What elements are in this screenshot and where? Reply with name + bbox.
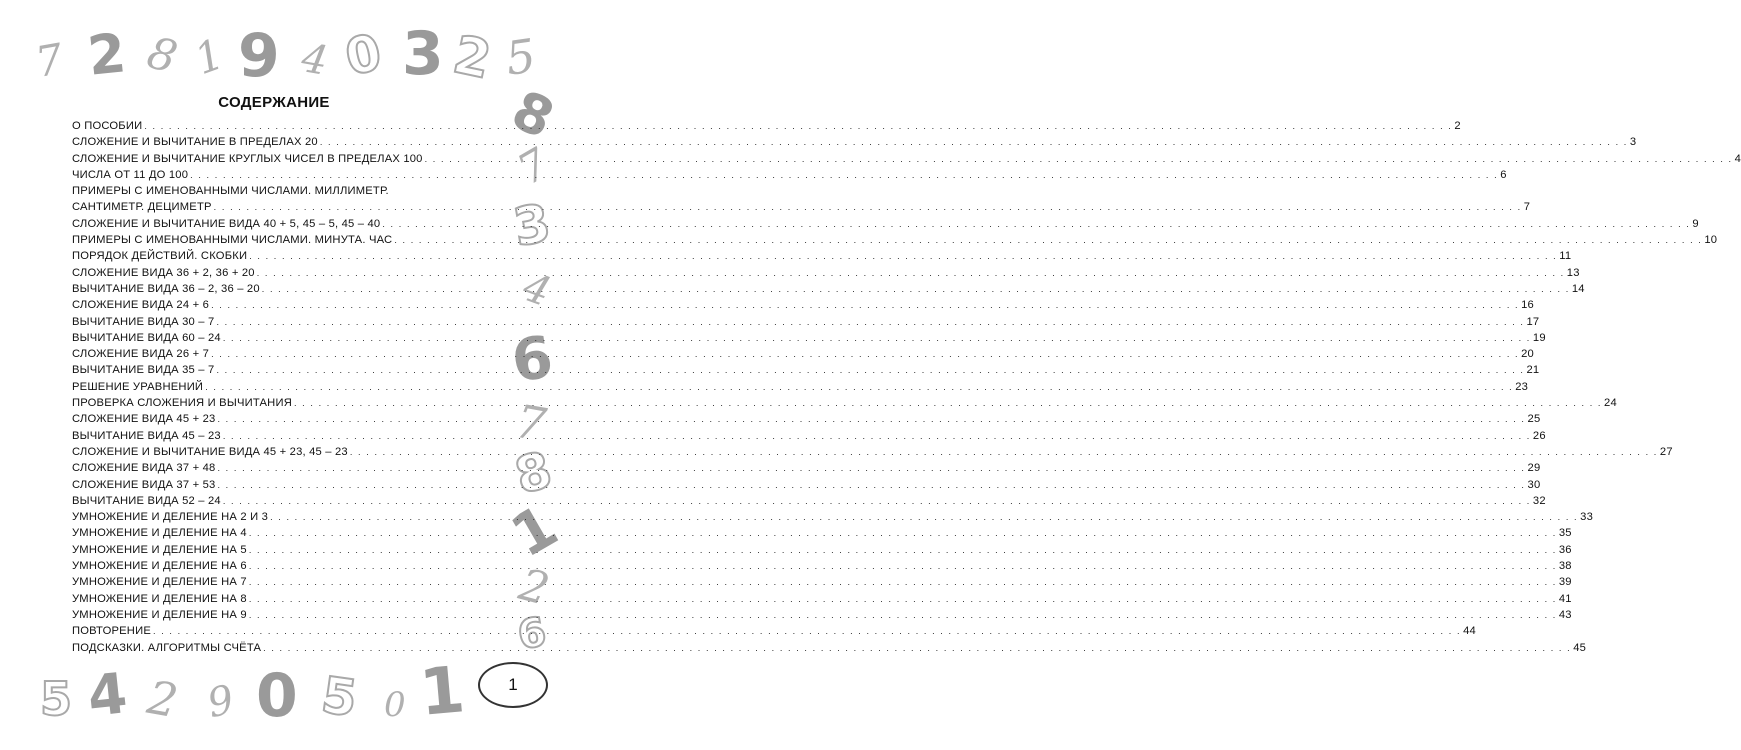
toc-leader-dots: . . . . . . . . . . . . . . . . . . . . . . . . . . . . . . . . . . . . . . . . . . . . . . . . . . . . . . . . . . . . . . . . . . . . . . . . . . . . . . . . . . . . . . . . . . . . . . . . . . . . . . . . . . . . . . . . . . . . . . . . . . . . . . . . . . . . . . . . . . . . . . . . . . . . . . . . . . . . . . . .: [211, 300, 1520, 311]
toc-entry: [72, 428, 1546, 444]
decor-digit: 4: [298, 35, 332, 85]
decor-digit: 1: [416, 653, 468, 731]
toc-entry-page: 38: [1558, 560, 1572, 573]
toc-leader-dots: . . . . . . . . . . . . . . . . . . . . . . . . . . . . . . . . . . . . . . . . . . . . . . . . . . . . . . . . . . . . . . . . . . . . . . . . . . . . . . . . . . . . . . . . . . . . . . . . . . . . . . . . . . . . . . . . . . . . . . . . . . . . . . . . . . . . . . . . . . . . . . . . . . . . . . . . . . . . . . . .: [248, 593, 1557, 604]
toc-line: [72, 574, 1572, 590]
toc-line: [72, 297, 1534, 313]
toc-entry-page: 24: [1604, 397, 1617, 410]
toc-entry: [72, 151, 1741, 167]
decor-digit: 9: [203, 676, 238, 728]
toc-line: [72, 395, 1617, 411]
toc-entry-title: СЛОЖЕНИЕ ВИДА 37 + 48: [72, 462, 216, 475]
decor-digit: 0: [340, 23, 387, 87]
decor-digit: 3: [509, 193, 556, 259]
toc-leader-dots: . . . . . . . . . . . . . . . . . . . . . . . . . . . . . . . . . . . . . . . . . . . . . . . . . . . . . . . . . . . . . . . . . . . . . . . . . . . . . . . . . . . . . . . . . . . . . . . . . . . . . . . . . . . . . . . . . . . . . . . . . . . . . . . . . . . . . . . . . . . . . . . . . . . . . . . . . . . . . . . .: [261, 283, 1570, 294]
toc-entry-page: 35: [1558, 527, 1572, 540]
toc-entry: [72, 118, 1461, 134]
toc-entry-page: 25: [1527, 413, 1541, 426]
decor-digit: 9: [238, 21, 280, 91]
toc-entry-page: 44: [1463, 625, 1476, 638]
toc-leader-dots: . . . . . . . . . . . . . . . . . . . . . . . . . . . . . . . . . . . . . . . . . . . . . . . . . . . . . . . . . . . . . . . . . . . . . . . . . . . . . . . . . . . . . . . . . . . . . . . . . . . . . . . . . . . . . . . . . . . . . . . . . . . . . . . . . . . . . . . . . . . . . . . . . . . . . . . . . . . . . . . .: [222, 495, 1531, 506]
toc-entry-title: СЛОЖЕНИЕ ВИДА 24 + 6: [72, 299, 210, 312]
decor-digit: 2: [448, 24, 497, 92]
decor-digit: 2: [514, 559, 555, 616]
toc-line: [72, 248, 1572, 264]
toc-entry: [72, 558, 1572, 574]
toc-entry-page: 45: [1573, 641, 1587, 654]
toc-line: [72, 591, 1572, 607]
toc-entry-page: 33: [1580, 511, 1593, 524]
decor-digit: 3: [402, 19, 444, 89]
toc-line: [72, 460, 1541, 476]
toc-entry-title: УМНОЖЕНИЕ И ДЕЛЕНИЕ НА 2 И 3: [72, 511, 269, 524]
decor-digit: 0: [256, 661, 298, 731]
toc-entry: [72, 314, 1540, 330]
toc-entry-title: УМНОЖЕНИЕ И ДЕЛЕНИЕ НА 4: [72, 527, 247, 540]
toc-entry-title: УМНОЖЕНИЕ И ДЕЛЕНИЕ НА 9: [72, 608, 247, 621]
toc-entry-page: 41: [1558, 592, 1572, 605]
decor-digit: 5: [318, 665, 361, 729]
toc-line: [72, 477, 1541, 493]
toc-entry-page: 14: [1571, 282, 1585, 295]
toc-entry-title: УМНОЖЕНИЕ И ДЕЛЕНИЕ НА 8: [72, 592, 247, 605]
toc-leader-dots: . . . . . . . . . . . . . . . . . . . . . . . . . . . . . . . . . . . . . . . . . . . . . . . . . . . . . . . . . . . . . . . . . . . . . . . . . . . . . . . . . . . . . . . . . . . . . . . . . . . . . . . . . . . . . . . . . . . . . . . . . . . . . . . . . . . . . . . . . . . . . . . . . . . . . . . . . . . . . . . .: [263, 642, 1572, 653]
toc-line: [72, 362, 1540, 378]
toc-entry: [72, 134, 1637, 150]
toc-entry-page: 39: [1558, 576, 1572, 589]
toc-entry-title: СЛОЖЕНИЕ ВИДА 45 + 23: [72, 413, 216, 426]
toc-leader-dots: . . . . . . . . . . . . . . . . . . . . . . . . . . . . . . . . . . . . . . . . . . . . . . . . . . . . . . . . . . . . . . . . . . . . . . . . . . . . . . . . . . . . . . . . . . . . . . . . . . . . . . . . . . . . . . . . . . . . . . . . . . . . . . . . . . . . . . . . . . . . . . . . . . . . . . . . . . . . . . . .: [424, 153, 1733, 164]
decor-digit: 1: [499, 491, 569, 571]
toc-leader-dots: . . . . . . . . . . . . . . . . . . . . . . . . . . . . . . . . . . . . . . . . . . . . . . . . . . . . . . . . . . . . . . . . . . . . . . . . . . . . . . . . . . . . . . . . . . . . . . . . . . . . . . . . . . . . . . . . . . . . . . . . . . . . . . . . . . . . . . . . . . . . . . . . . . . . . . . . . . . . . . . .: [248, 609, 1557, 620]
toc-entry-title: САНТИМЕТР. ДЕЦИМЕТР: [72, 201, 212, 214]
toc-entry-title: УМНОЖЕНИЕ И ДЕЛЕНИЕ НА 6: [72, 560, 247, 573]
toc-entry-page: 6: [1500, 168, 1507, 181]
toc-entry: [72, 167, 1507, 183]
toc-entry-title: ПОРЯДОК ДЕЙСТВИЙ. СКОБКИ: [72, 250, 248, 263]
decor-digit: 8: [502, 78, 564, 152]
toc-leader-dots: . . . . . . . . . . . . . . . . . . . . . . . . . . . . . . . . . . . . . . . . . . . . . . . . . . . . . . . . . . . . . . . . . . . . . . . . . . . . . . . . . . . . . . . . . . . . . . . . . . . . . . . . . . . . . . . . . . . . . . . . . . . . . . . . . . . . . . . . . . . . . . . . . . . . . . . . . . . . . . . .: [248, 561, 1557, 572]
toc-entry-page: 13: [1566, 266, 1580, 279]
toc-line: [72, 265, 1580, 281]
toc-entry-page: 36: [1558, 543, 1572, 556]
decor-digit: 5: [40, 672, 73, 726]
toc-entry: [72, 542, 1572, 558]
toc-entry-page: 3: [1629, 136, 1637, 149]
toc-line: [72, 640, 1587, 656]
toc-line: [72, 314, 1540, 330]
toc-entry: [72, 607, 1572, 623]
toc-entry: [72, 216, 1699, 232]
decor-digit: 6: [514, 608, 550, 660]
toc-entry-page: 43: [1558, 608, 1572, 621]
toc-entry: [72, 623, 1476, 639]
toc-leader-dots: . . . . . . . . . . . . . . . . . . . . . . . . . . . . . . . . . . . . . . . . . . . . . . . . . . . . . . . . . . . . . . . . . . . . . . . . . . . . . . . . . . . . . . . . . . . . . . . . . . . . . . . . . . . . . . . . . . . . . . . . . . . . . . . . . . . . . . . . . . . . . . . . . . . . . . . . . . . . . . . .: [144, 121, 1453, 131]
decor-digit: 8: [142, 27, 183, 84]
toc-leader-dots: . . . . . . . . . . . . . . . . . . . . . . . . . . . . . . . . . . . . . . . . . . . . . . . . . . . . . . . . . . . . . . . . . . . . . . . . . . . . . . . . . . . . . . . . . . . . . . . . . . . . . . . . . . . . . . . . . . . . . . . . . . . . . . . . . . . . . . . . . . . . . . . . . . . . . . . . . . . . . . . .: [205, 381, 1514, 392]
toc-entry-title: ВЫЧИТАНИЕ ВИДА 35 – 7: [72, 364, 215, 377]
page-number: [478, 662, 548, 708]
toc-entry-page: 26: [1532, 429, 1546, 442]
toc-entry: [72, 509, 1593, 525]
toc-line: [72, 232, 1718, 248]
toc-leader-dots: . . . . . . . . . . . . . . . . . . . . . . . . . . . . . . . . . . . . . . . . . . . . . . . . . . . . . . . . . . . . . . . . . . . . . . . . . . . . . . . . . . . . . . . . . . . . . . . . . . . . . . . . . . . . . . . . . . . . . . . . . . . . . . . . . . . . . . . . . . . . . . . . . . . . . . . . . . . . . . . .: [190, 169, 1499, 180]
toc-entry-title: О ПОСОБИИ: [72, 120, 143, 132]
toc-entry-page: 4: [1734, 152, 1741, 165]
toc-entry-title: СЛОЖЕНИЕ И ВЫЧИТАНИЕ ВИДА 45 + 23, 45 – 23: [72, 445, 348, 458]
toc-entry-page: 23: [1515, 380, 1529, 393]
decor-digit: 6: [507, 322, 557, 396]
toc-line: [72, 542, 1572, 558]
decor-digit: 0: [384, 685, 406, 725]
toc-entry: [72, 574, 1572, 590]
toc-line: [72, 623, 1476, 639]
toc-leader-dots: . . . . . . . . . . . . . . . . . . . . . . . . . . . . . . . . . . . . . . . . . . . . . . . . . . . . . . . . . . . . . . . . . . . . . . . . . . . . . . . . . . . . . . . . . . . . . . . . . . . . . . . . . . . . . . . . . . . . . . . . . . . . . . . . . . . . . . . . . . . . . . . . . . . . . . . . . . . . . . . .: [293, 398, 1603, 409]
toc-line: [72, 216, 1699, 232]
toc-line: [72, 199, 1531, 215]
decor-digit: 2: [143, 669, 182, 729]
toc-entry-title: УМНОЖЕНИЕ И ДЕЛЕНИЕ НА 5: [72, 543, 247, 556]
toc-leader-dots: . . . . . . . . . . . . . . . . . . . . . . . . . . . . . . . . . . . . . . . . . . . . . . . . . . . . . . . . . . . . . . . . . . . . . . . . . . . . . . . . . . . . . . . . . . . . . . . . . . . . . . . . . . . . . . . . . . . . . . . . . . . . . . . . . . . . . . . . . . . . . . . . . . . . . . . . . . . . . . . .: [222, 332, 1531, 343]
page-number-label: 1: [508, 675, 518, 694]
toc-line: [72, 525, 1572, 541]
toc-leader-dots: . . . . . . . . . . . . . . . . . . . . . . . . . . . . . . . . . . . . . . . . . . . . . . . . . . . . . . . . . . . . . . . . . . . . . . . . . . . . . . . . . . . . . . . . . . . . . . . . . . . . . . . . . . . . . . . . . . . . . . . . . . . . . . . . . . . . . . . . . . . . . . . . . . . . . . . . . . . . . . . .: [217, 414, 1526, 425]
toc-line: [72, 379, 1529, 395]
toc-entry-page: 19: [1532, 331, 1546, 344]
toc-entry-title: РЕШЕНИЕ УРАВНЕНИЙ: [72, 380, 204, 393]
toc-entry-page: 21: [1526, 364, 1540, 377]
toc-entry: [72, 248, 1572, 264]
toc-entry-page: 27: [1659, 445, 1673, 458]
toc-entry: [72, 379, 1529, 395]
decor-digit: 5: [502, 28, 539, 86]
toc-entry-title: СЛОЖЕНИЕ ВИДА 26 + 7: [72, 348, 210, 361]
toc-leader-dots: . . . . . . . . . . . . . . . . . . . . . . . . . . . . . . . . . . . . . . . . . . . . . . . . . . . . . . . . . . . . . . . . . . . . . . . . . . . . . . . . . . . . . . . . . . . . . . . . . . . . . . . . . . . . . . . . . . . . . . . . . . . . . . . . . . . . . . . . . . . . . . . . . . . . . . . . . . . . . . . .: [217, 463, 1526, 474]
toc-entry-page: 2: [1454, 120, 1461, 132]
toc-entry: [72, 395, 1617, 411]
toc-entry-page: 11: [1559, 250, 1572, 263]
toc-entry-title: ПОДСКАЗКИ. АЛГОРИТМЫ СЧЁТА: [72, 641, 262, 654]
toc-entry: [72, 232, 1718, 248]
page-title: СОДЕРЖАНИЕ: [218, 94, 330, 111]
toc-entry-page: 17: [1526, 315, 1540, 328]
toc-entry: [72, 493, 1546, 509]
toc-entry: [72, 362, 1540, 378]
toc-line: [72, 183, 491, 199]
toc-line: [72, 509, 1593, 525]
toc-entry-title: СЛОЖЕНИЕ И ВЫЧИТАНИЕ ВИДА 40 + 5, 45 – 5, 45 – 40: [72, 217, 381, 230]
toc-line: [72, 134, 1637, 150]
toc-entry: [72, 265, 1580, 281]
toc-entry: [72, 330, 1546, 346]
toc-line: [72, 281, 1585, 297]
decor-digit: 7: [511, 393, 550, 453]
toc-entry-title: ВЫЧИТАНИЕ ВИДА 52 – 24: [72, 494, 221, 507]
toc-leader-dots: . . . . . . . . . . . . . . . . . . . . . . . . . . . . . . . . . . . . . . . . . . . . . . . . . . . . . . . . . . . . . . . . . . . . . . . . . . . . . . . . . . . . . . . . . . . . . . . . . . . . . . . . . . . . . . . . . . . . . . . . . . . . . . . . . . . . . . . . . . . . . . . . . . . . . . . . . . . . . . . .: [213, 202, 1522, 213]
toc-entry-page: 20: [1521, 348, 1534, 361]
toc-entry-title: ПРИМЕРЫ С ИМЕНОВАННЫМИ ЧИСЛАМИ. МИЛЛИМЕТР.: [72, 185, 389, 198]
toc-entry: [72, 297, 1534, 313]
toc-line: [72, 444, 1673, 460]
toc-leader-dots: . . . . . . . . . . . . . . . . . . . . . . . . . . . . . . . . . . . . . . . . . . . . . . . . . . . . . . . . . . . . . . . . . . . . . . . . . . . . . . . . . . . . . . . . . . . . . . . . . . . . . . . . . . . . . . . . . . . . . . . . . . . . . . . . . . . . . . . . . . . . . . . . . . . . . . . . . . . . . . . .: [222, 430, 1531, 441]
toc-leader-dots: . . . . . . . . . . . . . . . . . . . . . . . . . . . . . . . . . . . . . . . . . . . . . . . . . . . . . . . . . . . . . . . . . . . . . . . . . . . . . . . . . . . . . . . . . . . . . . . . . . . . . . . . . . . . . . . . . . . . . . . . . . . . . . . . . . . . . . . . . . . . . . . . . . . . . . . . . . . . . . . .: [248, 544, 1557, 555]
toc-entry: [72, 411, 1541, 427]
toc-entry-title: ВЫЧИТАНИЕ ВИДА 45 – 23: [72, 429, 221, 442]
toc-line: [72, 151, 1741, 167]
toc-line: [72, 411, 1541, 427]
toc-line: [72, 330, 1546, 346]
toc-leader-dots: . . . . . . . . . . . . . . . . . . . . . . . . . . . . . . . . . . . . . . . . . . . . . . . . . . . . . . . . . . . . . . . . . . . . . . . . . . . . . . . . . . . . . . . . . . . . . . . . . . . . . . . . . . . . . . . . . . . . . . . . . . . . . . . . . . . . . . . . . . . . . . . . . . . . . . . . . . . . . . . .: [211, 349, 1520, 360]
table-of-contents: [72, 118, 1741, 656]
toc-line: [72, 558, 1572, 574]
decor-digit: 8: [509, 440, 558, 506]
toc-leader-dots: . . . . . . . . . . . . . . . . . . . . . . . . . . . . . . . . . . . . . . . . . . . . . . . . . . . . . . . . . . . . . . . . . . . . . . . . . . . . . . . . . . . . . . . . . . . . . . . . . . . . . . . . . . . . . . . . . . . . . . . . . . . . . . . . . . . . . . . . . . . . . . . . . . . . . . . . . . . . . . . .: [248, 528, 1557, 539]
toc-leader-dots: . . . . . . . . . . . . . . . . . . . . . . . . . . . . . . . . . . . . . . . . . . . . . . . . . . . . . . . . . . . . . . . . . . . . . . . . . . . . . . . . . . . . . . . . . . . . . . . . . . . . . . . . . . . . . . . . . . . . . . . . . . . . . . . . . . . . . . . . . . . . . . . . . . . . . . . . . . . . . . . .: [382, 218, 1691, 229]
toc-leader-dots: . . . . . . . . . . . . . . . . . . . . . . . . . . . . . . . . . . . . . . . . . . . . . . . . . . . . . . . . . . . . . . . . . . . . . . . . . . . . . . . . . . . . . . . . . . . . . . . . . . . . . . . . . . . . . . . . . . . . . . . . . . . . . . . . . . . . . . . . . . . . . . . . . . . . . . . . . . . . . . . .: [394, 235, 1703, 246]
toc-entry-page: 32: [1532, 494, 1546, 507]
toc-entry-page: 9: [1692, 217, 1699, 230]
toc-leader-dots: . . . . . . . . . . . . . . . . . . . . . . . . . . . . . . . . . . . . . . . . . . . . . . . . . . . . . . . . . . . . . . . . . . . . . . . . . . . . . . . . . . . . . . . . . . . . . . . . . . . . . . . . . . . . . . . . . . . . . . . . . . . . . . . . . . . . . . . . . . . . . . . . . . . . . . . . . . . . . . . .: [319, 137, 1628, 148]
toc-entry-page: 16: [1521, 299, 1534, 312]
toc-leader-dots: . . . . . . . . . . . . . . . . . . . . . . . . . . . . . . . . . . . . . . . . . . . . . . . . . . . . . . . . . . . . . . . . . . . . . . . . . . . . . . . . . . . . . . . . . . . . . . . . . . . . . . . . . . . . . . . . . . . . . . . . . . . . . . . . . . . . . . . . . . . . . . . . . . . . . . . . . . . . . . . .: [256, 267, 1565, 278]
toc-entry-title: ПРИМЕРЫ С ИМЕНОВАННЫМИ ЧИСЛАМИ. МИНУТА. ЧАС: [72, 234, 393, 247]
toc-line: [72, 167, 1507, 183]
toc-entry-title: СЛОЖЕНИЕ И ВЫЧИТАНИЕ КРУГЛЫХ ЧИСЕЛ В ПРЕДЕЛАХ 100: [72, 152, 423, 165]
toc-leader-dots: . . . . . . . . . . . . . . . . . . . . . . . . . . . . . . . . . . . . . . . . . . . . . . . . . . . . . . . . . . . . . . . . . . . . . . . . . . . . . . . . . . . . . . . . . . . . . . . . . . . . . . . . . . . . . . . . . . . . . . . . . . . . . . . . . . . . . . . . . . . . . . . . . . . . . . . . . . . . . . . .: [249, 251, 1558, 262]
toc-entry-title: ВЫЧИТАНИЕ ВИДА 60 – 24: [72, 331, 221, 344]
toc-entry: [72, 477, 1541, 493]
decor-digit: 7: [509, 138, 557, 195]
toc-entry: [72, 460, 1541, 476]
toc-entry-page: 7: [1523, 201, 1531, 214]
toc-entry-page: 29: [1527, 462, 1541, 475]
toc-leader-dots: . . . . . . . . . . . . . . . . . . . . . . . . . . . . . . . . . . . . . . . . . . . . . . . . . . . . . . . . . . . . . . . . . . . . . . . . . . . . . . . . . . . . . . . . . . . . . . . . . . . . . . . . . . . . . . . . . . . . . . . . . . . . . . . . . . . . . . . . . . . . . . . . . . . . . . . . . . . . . . . .: [349, 446, 1658, 457]
toc-entry: [72, 183, 1531, 216]
toc-entry: [72, 281, 1585, 297]
toc-entry-title: ЧИСЛА ОТ 11 ДО 100: [72, 168, 189, 181]
decor-digit: 1: [188, 28, 231, 85]
toc-entry: [72, 640, 1587, 656]
toc-entry-title: СЛОЖЕНИЕ ВИДА 36 + 2, 36 + 20: [72, 266, 255, 279]
toc-entry-title: СЛОЖЕНИЕ И ВЫЧИТАНИЕ В ПРЕДЕЛАХ 20: [72, 136, 318, 149]
toc-line: [72, 607, 1572, 623]
toc-entry: [72, 525, 1572, 541]
decor-digit: 7: [31, 34, 67, 87]
decor-digit: 2: [84, 21, 129, 88]
toc-entry: [72, 444, 1673, 460]
toc-entry-title: ПРОВЕРКА СЛОЖЕНИЯ И ВЫЧИТАНИЯ: [72, 397, 292, 410]
toc-line: [72, 428, 1546, 444]
toc-leader-dots: . . . . . . . . . . . . . . . . . . . . . . . . . . . . . . . . . . . . . . . . . . . . . . . . . . . . . . . . . . . . . . . . . . . . . . . . . . . . . . . . . . . . . . . . . . . . . . . . . . . . . . . . . . . . . . . . . . . . . . . . . . . . . . . . . . . . . . . . . . . . . . . . . . . . . . . . . . . . . . . .: [216, 316, 1525, 327]
toc-entry-title: ПОВТОРЕНИЕ: [72, 625, 151, 638]
toc-entry: [72, 346, 1534, 362]
toc-entry-title: УМНОЖЕНИЕ И ДЕЛЕНИЕ НА 7: [72, 576, 247, 589]
decor-digit: [506, 40, 507, 41]
toc-line: [72, 118, 1461, 134]
toc-entry-title: ВЫЧИТАНИЕ ВИДА 30 – 7: [72, 315, 215, 328]
toc-entry-page: 10: [1704, 234, 1718, 247]
toc-line: [72, 493, 1546, 509]
toc-leader-dots: . . . . . . . . . . . . . . . . . . . . . . . . . . . . . . . . . . . . . . . . . . . . . . . . . . . . . . . . . . . . . . . . . . . . . . . . . . . . . . . . . . . . . . . . . . . . . . . . . . . . . . . . . . . . . . . . . . . . . . . . . . . . . . . . . . . . . . . . . . . . . . . . . . . . . . . . . . . . . . . .: [270, 512, 1579, 523]
toc-entry-page: 30: [1527, 478, 1541, 491]
decor-digit: 4: [516, 264, 557, 316]
toc-leader-dots: . . . . . . . . . . . . . . . . . . . . . . . . . . . . . . . . . . . . . . . . . . . . . . . . . . . . . . . . . . . . . . . . . . . . . . . . . . . . . . . . . . . . . . . . . . . . . . . . . . . . . . . . . . . . . . . . . . . . . . . . . . . . . . . . . . . . . . . . . . . . . . . . . . . . . . . . . . . . . . . .: [153, 626, 1462, 637]
toc-leader-dots: . . . . . . . . . . . . . . . . . . . . . . . . . . . . . . . . . . . . . . . . . . . . . . . . . . . . . . . . . . . . . . . . . . . . . . . . . . . . . . . . . . . . . . . . . . . . . . . . . . . . . . . . . . . . . . . . . . . . . . . . . . . . . . . . . . . . . . . . . . . . . . . . . . . . . . . . . . . . . . . .: [216, 365, 1525, 376]
toc-leader-dots: . . . . . . . . . . . . . . . . . . . . . . . . . . . . . . . . . . . . . . . . . . . . . . . . . . . . . . . . . . . . . . . . . . . . . . . . . . . . . . . . . . . . . . . . . . . . . . . . . . . . . . . . . . . . . . . . . . . . . . . . . . . . . . . . . . . . . . . . . . . . . . . . . . . . . . . . . . . . . . . .: [217, 479, 1526, 490]
decor-digit: 4: [84, 661, 131, 730]
toc-entry-title: СЛОЖЕНИЕ ВИДА 37 + 53: [72, 478, 216, 491]
toc-entry-title: ВЫЧИТАНИЕ ВИДА 36 – 2, 36 – 20: [72, 282, 260, 295]
toc-line: [72, 346, 1534, 362]
toc-entry: [72, 591, 1572, 607]
toc-leader-dots: . . . . . . . . . . . . . . . . . . . . . . . . . . . . . . . . . . . . . . . . . . . . . . . . . . . . . . . . . . . . . . . . . . . . . . . . . . . . . . . . . . . . . . . . . . . . . . . . . . . . . . . . . . . . . . . . . . . . . . . . . . . . . . . . . . . . . . . . . . . . . . . . . . . . . . . . . . . . . . . .: [248, 577, 1557, 588]
